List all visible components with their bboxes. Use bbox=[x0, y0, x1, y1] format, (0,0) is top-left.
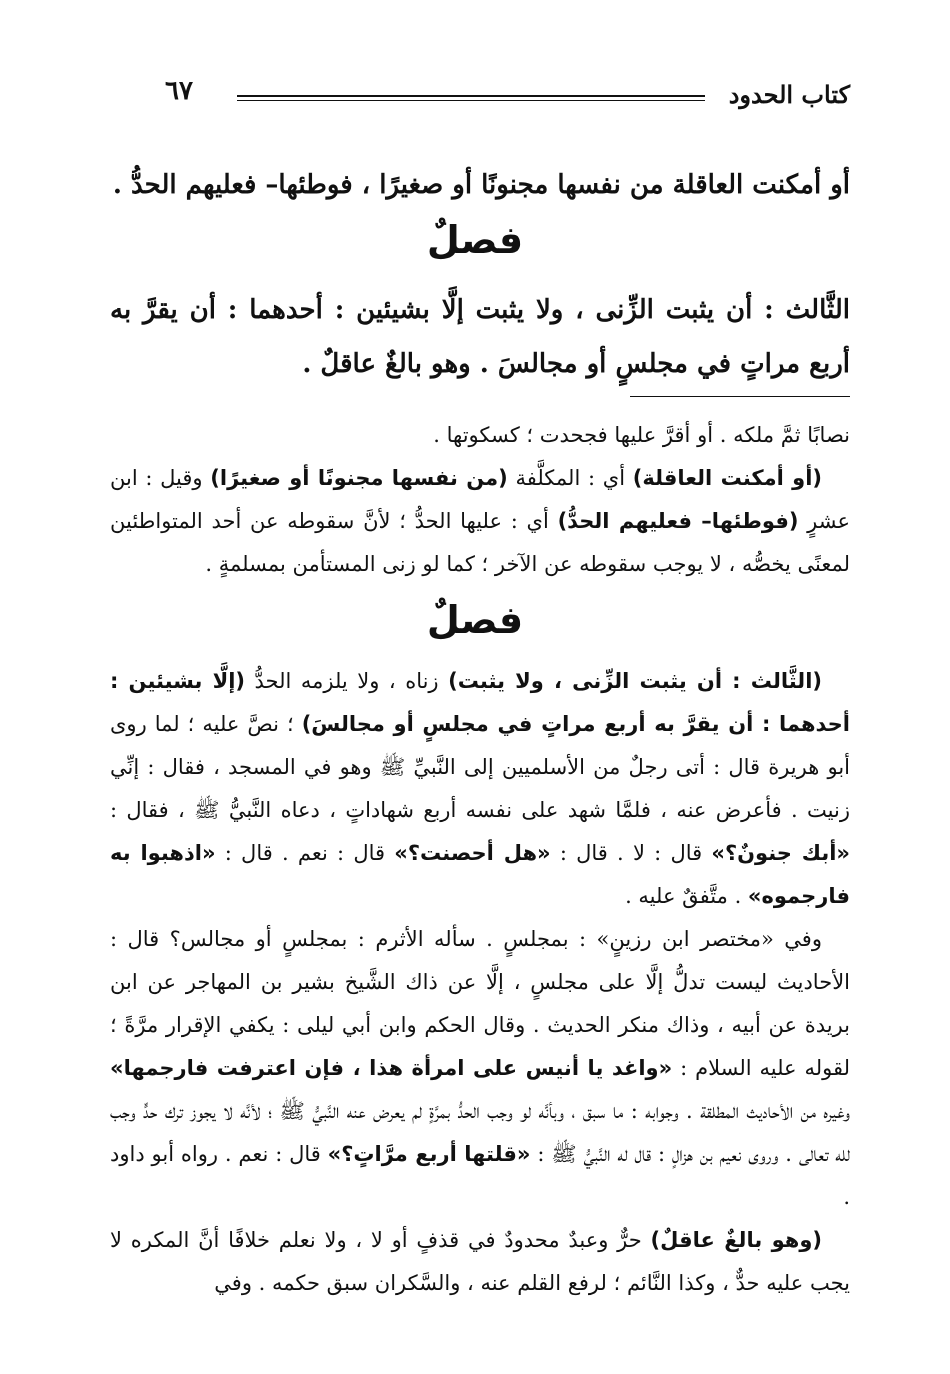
sharh-paragraph: (الثَّالث : أن يثبت الزِّنى ، ولا يثبت) زناه ، ولا يلزمه الحدُّ (إلَّا بشيئين : أحدهما : أن يقرَّ به أربع مراتٍ في مجلسٍ أو مجالسَ) ؛ نصَّ عليه ؛ لما روى أبو هريرة قال : أتى رجلٌ من الأسلميين إلى النَّبيِّ ﷺ وهو في المسجد ، فقال : إنِّي زنيت . فأعرض عنه ، فلمَّا شهد على نفسه أربع شهاداتٍ ، دعاه النَّبيُّ ﷺ ، فقال : «أبك جنونٌ؟» قال : لا . قال : «هل أحصنت؟» قال : نعم . قال : «اذهبوا به فارجموه» . متَّفقٌ عليه . bbox=[110, 669, 850, 908]
sharh-paragraph: وفي «مختصر ابن رزينٍ» : بمجلسٍ . سأله الأثرم : بمجلسٍ أو مجالس؟ قال : الأحاديث ليست تدلُّ إلَّا على مجلسٍ ، إلَّا عن ذاك الشَّيخ بشير بن المهاجر عن ابن بريدة عن أبيه ، وذاك منكر الحديث . وقال الحكم وابن أبي ليلى : يكفي الإقرار مرَّةً ؛ لقوله عليه السلام : «واغد يا أنيس على امرأة هذا ، فإن اعترفت فارجمها» وغيره من الأحاديث المطلقة . وجوابه : ما سبق ، وبأنَّه لو وجب الحدُّ بمرَّةٍ لم يعرض عنه النَّبيُّ ﷺ ؛ لأنَّه لا يجوز ترك حدٍّ وجب لله تعالى . وروى نعيم بن هزالٍ : قال له النَّبيُّ ﷺ : «قلتها أربع مرَّاتٍ؟» قال : نعم . رواه أبو داود . bbox=[110, 927, 851, 1209]
sharh-paragraph: (وهو بالغٌ عاقلٌ) حرٌّ وعبدٌ محدودٌ في قذفٍ أو لا ، ولا نعلم خلافًا أنَّ المكره لا يجب عليه حدٌّ ، وكذا النَّائم ؛ لرفع القلم عنه ، والسَّكران سبق حكمه . وفي bbox=[110, 1228, 850, 1295]
fasl-heading-matn: فصلٌ bbox=[426, 218, 524, 262]
sharh-paragraph: (أو أمكنت العاقلة) أي : المكلَّفة (من نفسها مجنونًا أو صغيرًا) وقيل : ابن عشرٍ (فوطئها– فعليهم الحدُّ) أي : عليها الحدُّ ؛ لأنَّ سقوطه عن أحد المتواطئين لمعنًى يخصُّه ، لا يوجب سقوطه عن الآخر ؛ كما لو زنى المستأمن بمسلمةٍ . bbox=[110, 466, 851, 576]
header-rule bbox=[237, 95, 705, 101]
page-number: ٦٧ bbox=[165, 76, 193, 106]
book-title: كتاب الحدود bbox=[728, 80, 850, 109]
matn-sharh-separator bbox=[630, 396, 850, 397]
sharh-paragraph: نصابًا ثمَّ ملكه . أو أقرَّ عليها فجحدت ؛ كسكوتها . bbox=[433, 423, 850, 447]
sharh-section-1 bbox=[110, 414, 850, 586]
matn-top-line: أو أمكنت العاقلة من نفسها مجنونًا أو صغيرًا ، فوطئها– فعليهم الحدُّ . bbox=[112, 170, 850, 200]
fasl-heading-sharh: فصلٌ bbox=[426, 598, 524, 642]
sharh-section-2 bbox=[110, 660, 850, 1305]
page-header bbox=[155, 70, 850, 120]
matn-fasl-paragraph: الثَّالث : أن يثبت الزِّنى ، ولا يثبت إلَّا بشيئين : أحدهما : أن يقرَّ به أربع مراتٍ في مجلسٍ أو مجالسَ . وهو بالغٌ عاقلٌ . bbox=[110, 295, 850, 379]
